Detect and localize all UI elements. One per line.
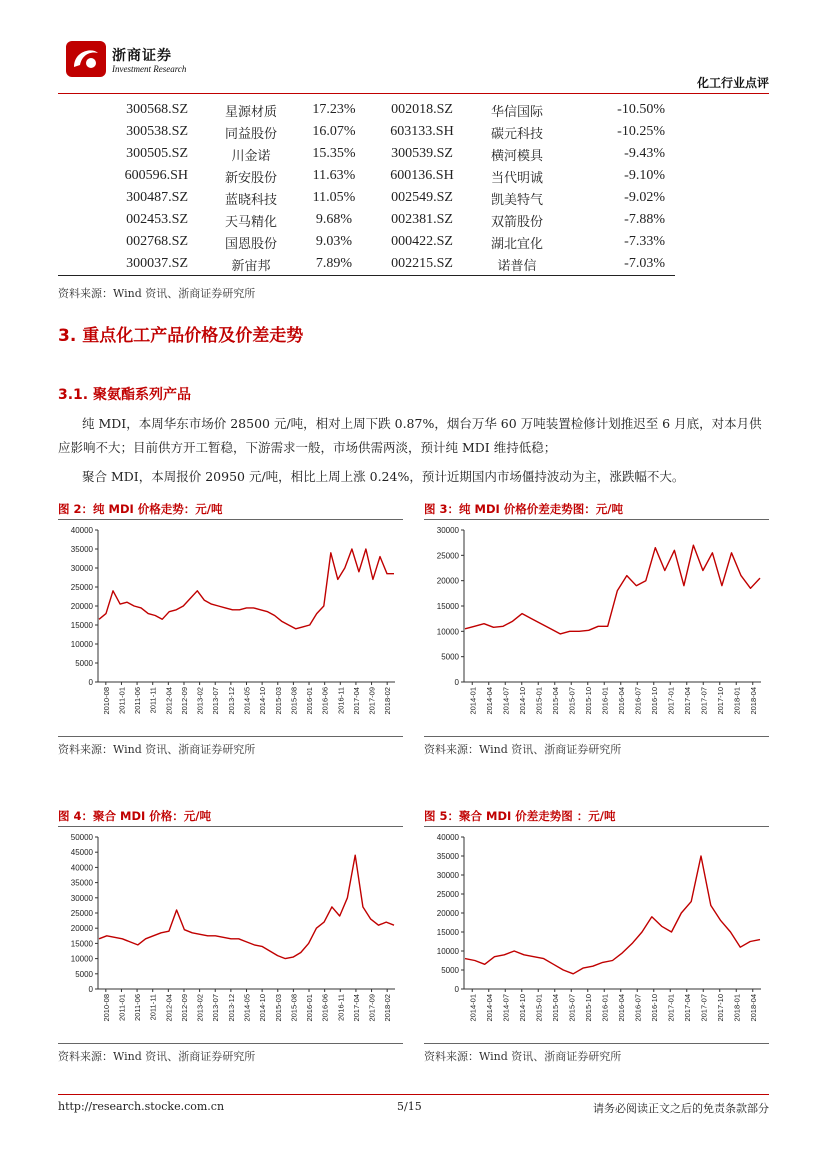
x-tick-label: 2018-04 [748,994,758,1022]
fig2-bottom-rule [58,736,403,737]
x-tick-label: 2014-04 [484,994,494,1022]
y-tick-label: 40000 [70,526,93,535]
x-tick-label: 2017-07 [699,994,709,1022]
x-tick-label: 2016-01 [600,994,610,1022]
y-tick-label: 20000 [70,924,93,934]
x-tick-label: 2016-11 [336,994,346,1021]
x-tick-label: 2016-10 [649,994,659,1022]
x-tick-label: 2016-01 [305,687,315,715]
x-tick-label: 2015-01 [534,994,544,1022]
x-tick-label: 2012-04 [164,687,174,715]
x-tick-label: 2015-08 [289,687,299,715]
report-type: 化工行业点评 [696,76,769,90]
brand-name: 浙商证券 [112,48,172,64]
x-tick-label: 2014-04 [484,687,494,715]
y-tick-label: 40000 [436,833,459,842]
loser-change: -9.10% [624,168,665,183]
loser-code: 002018.SZ [391,102,453,117]
y-tick-label: 15000 [70,621,93,630]
page-number: 5/15 [397,1100,422,1113]
x-tick-label: 2012-09 [179,994,189,1022]
fig3-source: 资料来源：Wind 资讯、浙商证券研究所 [424,743,622,756]
x-tick-label: 2015-01 [534,687,544,715]
y-tick-label: 35000 [436,852,459,861]
x-tick-label: 2016-11 [336,687,346,714]
gainer-name: 国恩股份 [224,236,277,252]
y-tick-label: 30000 [436,526,459,535]
loser-code: 600136.SH [390,168,454,183]
gainer-code: 002453.SZ [126,212,188,227]
fig3-title: 图 3：纯 MDI 价格价差走势图：元/吨 [424,502,623,516]
fig4-bottom-rule [58,1043,403,1044]
x-tick-label: 2011-06 [133,994,143,1021]
fig5-title-rule [424,826,769,827]
x-tick-label: 2016-06 [320,687,330,715]
x-tick-label: 2014-05 [242,687,252,715]
x-tick-label: 2011-01 [117,994,127,1021]
loser-change: -10.25% [617,124,665,139]
series-line [465,856,760,974]
loser-name: 华信国际 [490,104,543,120]
gainer-name: 星源材质 [224,104,277,120]
fig5-source: 资料来源：Wind 资讯、浙商证券研究所 [424,1050,622,1063]
fig3-chart [424,522,769,734]
x-tick-label: 2014-01 [468,687,478,715]
x-tick-label: 2015-08 [289,994,299,1022]
x-tick-label: 2011-06 [133,687,143,714]
x-tick-label: 2018-02 [383,687,393,715]
x-tick-label: 2014-10 [258,994,268,1022]
x-tick-label: 2011-01 [117,687,127,714]
table-row [58,99,675,121]
y-tick-label: 5000 [75,969,93,979]
fig2-source: 资料来源：Wind 资讯、浙商证券研究所 [58,743,256,756]
fig2-title: 图 2：纯 MDI 价格走势：元/吨 [58,502,223,516]
x-tick-label: 2015-04 [550,687,560,715]
gainer-change: 9.03% [315,234,353,249]
x-tick-label: 2011-11 [148,687,158,714]
fig4-title: 图 4：聚合 MDI 价格：元/吨 [58,809,211,823]
loser-change: -10.50% [617,102,665,117]
footer-divider [58,1094,769,1095]
y-tick-label: 15000 [70,939,93,949]
x-tick-label: 2013-12 [226,994,236,1022]
table-row [58,143,675,165]
header-divider [58,93,769,94]
y-tick-label: 25000 [70,583,93,592]
x-tick-label: 2017-09 [367,994,377,1022]
x-tick-label: 2017-10 [715,994,725,1022]
gainer-code: 300037.SZ [58,253,206,276]
fig3-bottom-rule [424,736,769,737]
x-tick-label: 2014-01 [468,994,478,1022]
fig4-chart [58,829,403,1041]
table-row [58,187,675,209]
x-tick-label: 2013-07 [211,687,221,715]
pure-mdi-paragraph: 纯 MDI，本周华东市场价 28500 元/吨，相对上周下跌 0.87%，烟台万华 60 万吨装置检修计划推迟至 6 月底，对本月供应影响不大；目前供方开工暂稳，下游需求一般，市场供需两淡，预计纯 MDI 维持低稳； [58,416,762,455]
loser-change: -9.43% [624,146,665,161]
logo-icon [66,41,106,77]
x-tick-label: 2015-10 [583,994,593,1022]
x-tick-label: 2010-08 [101,994,111,1022]
y-tick-label: 40000 [70,863,93,873]
x-tick-label: 2018-01 [732,994,742,1022]
y-tick-label: 20000 [436,909,459,918]
x-tick-label: 2013-12 [226,687,236,715]
loser-change: -7.88% [624,212,665,227]
loser-code: 300539.SZ [391,146,453,161]
loser-name: 诺普信 [472,253,562,276]
x-tick-label: 2012-09 [179,687,189,715]
loser-name: 凯美特气 [490,192,543,208]
brand-tagline: Investment Research [112,64,187,74]
x-tick-label: 2018-02 [383,994,393,1022]
x-tick-label: 2017-07 [699,687,709,715]
x-tick-label: 2018-01 [732,687,742,715]
loser-name: 双箭股份 [490,214,543,230]
y-tick-label: 10000 [436,947,459,956]
loser-code: 002215.SZ [372,253,472,276]
gainer-code: 600596.SH [124,168,188,183]
x-tick-label: 2017-01 [666,994,676,1022]
loser-code: 002549.SZ [391,190,453,205]
footer-url[interactable]: http://research.stocke.com.cn [58,1100,225,1113]
gainer-code: 300505.SZ [126,146,188,161]
y-tick-label: 25000 [436,890,459,899]
y-tick-label: 30000 [70,893,93,903]
gainer-code: 300568.SZ [126,102,188,117]
x-tick-label: 2017-01 [666,687,676,715]
table-row [58,209,675,231]
y-tick-label: 25000 [436,551,459,561]
x-tick-label: 2014-10 [517,994,527,1022]
fig5-bottom-rule [424,1043,769,1044]
section-3-1-heading: 3.1. 聚氨酯系列产品 [58,387,191,403]
stock-change-table [58,99,675,276]
y-tick-label: 0 [88,678,93,687]
y-tick-label: 25000 [70,909,93,918]
y-tick-label: 15000 [436,602,459,611]
gainer-change: 9.68% [315,212,353,227]
gainer-change: 16.07% [312,124,356,139]
table-row [58,121,675,143]
y-tick-label: 10000 [70,954,93,964]
loser-name: 横河模具 [490,148,543,164]
gainer-name: 川金诺 [231,148,271,164]
table-row [58,231,675,253]
x-tick-label: 2015-03 [273,687,283,715]
gainer-change: 11.05% [312,190,356,205]
series-line [99,549,394,629]
gainer-change: 15.35% [312,146,356,161]
fig5-title: 图 5：聚合 MDI 价差走势图 ：元/吨 [424,809,616,823]
loser-change: -7.03% [562,253,675,276]
fig2-chart [58,522,403,734]
x-tick-label: 2016-07 [633,687,643,715]
y-tick-label: 15000 [436,928,459,937]
loser-code: 002381.SZ [391,212,453,227]
y-tick-label: 10000 [436,627,459,637]
x-tick-label: 2016-01 [305,994,315,1022]
x-tick-label: 2016-04 [616,994,626,1022]
loser-name: 湖北宜化 [490,236,543,252]
x-tick-label: 2013-07 [211,994,221,1022]
y-tick-label: 10000 [70,640,93,649]
loser-code: 000422.SZ [391,234,453,249]
disclaimer-note: 请务必阅读正文之后的免责条款部分 [593,1102,769,1115]
x-tick-label: 2017-10 [715,687,725,715]
x-tick-label: 2015-10 [583,687,593,715]
x-tick-label: 2013-02 [195,994,205,1022]
x-tick-label: 2010-08 [101,687,111,715]
table-row [58,253,675,276]
gainer-name: 同益股份 [224,126,277,142]
loser-change: -7.33% [624,234,665,249]
y-tick-label: 20000 [70,602,93,611]
x-tick-label: 2017-04 [351,994,361,1022]
x-tick-label: 2014-07 [501,994,511,1022]
gainer-name: 蓝晓科技 [224,192,277,208]
gainer-change: 17.23% [312,102,356,117]
x-tick-label: 2015-07 [567,994,577,1022]
y-tick-label: 0 [454,678,459,687]
x-tick-label: 2012-04 [164,994,174,1022]
gainer-code: 300538.SZ [126,124,188,139]
x-tick-label: 2016-10 [649,687,659,715]
loser-change: -9.02% [624,190,665,205]
fig4-title-rule [58,826,403,827]
y-tick-label: 35000 [70,545,93,554]
x-tick-label: 2015-03 [273,994,283,1022]
x-tick-label: 2014-07 [501,687,511,715]
series-line [99,855,394,958]
x-tick-label: 2016-06 [320,994,330,1022]
y-tick-label: 35000 [70,878,93,888]
section-3-heading: 3. 重点化工产品价格及价差走势 [58,326,304,346]
x-tick-label: 2015-04 [550,994,560,1022]
y-tick-label: 50000 [70,833,93,842]
y-tick-label: 0 [454,985,459,994]
y-tick-label: 45000 [70,848,93,858]
y-tick-label: 5000 [441,652,459,662]
fig2-title-rule [58,519,403,520]
gainer-name: 天马精化 [224,214,277,230]
gainer-code: 300487.SZ [126,190,188,205]
gainer-name: 新安股份 [224,170,277,186]
fig4-source: 资料来源：Wind 资讯、浙商证券研究所 [58,1050,256,1063]
x-tick-label: 2018-04 [748,687,758,715]
gainer-code: 002768.SZ [126,234,188,249]
fig5-chart [424,829,769,1041]
y-tick-label: 20000 [436,576,459,586]
gainer-change: 7.89% [296,253,372,276]
gainer-name: 新宙邦 [206,253,296,276]
loser-code: 603133.SH [390,124,454,139]
y-tick-label: 5000 [441,966,459,975]
table-row [58,165,675,187]
loser-name: 碳元科技 [490,126,543,142]
x-tick-label: 2017-09 [367,687,377,715]
polymeric-mdi-paragraph: 聚合 MDI，本周报价 20950 元/吨，相比上周上涨 0.24%，预计近期国内市场僵持波动为主，涨跌幅不大。 [82,469,685,484]
x-tick-label: 2016-01 [600,687,610,715]
x-tick-label: 2013-02 [195,687,205,715]
x-tick-label: 2017-04 [682,994,692,1022]
y-tick-label: 5000 [75,659,93,668]
loser-name: 当代明诚 [490,170,543,186]
x-tick-label: 2016-04 [616,687,626,715]
y-tick-label: 0 [88,985,93,994]
x-tick-label: 2014-10 [517,687,527,715]
y-tick-label: 30000 [70,564,93,573]
x-tick-label: 2011-11 [148,994,158,1021]
y-tick-label: 30000 [436,871,459,880]
x-tick-label: 2014-10 [258,687,268,715]
fig3-title-rule [424,519,769,520]
gainer-change: 11.63% [312,168,356,183]
x-tick-label: 2017-04 [351,687,361,715]
x-tick-label: 2017-04 [682,687,692,715]
series-line [465,545,760,634]
x-tick-label: 2016-07 [633,994,643,1022]
x-tick-label: 2014-05 [242,994,252,1022]
table-source: 资料来源：Wind 资讯、浙商证券研究所 [58,287,256,300]
x-tick-label: 2015-07 [567,687,577,715]
